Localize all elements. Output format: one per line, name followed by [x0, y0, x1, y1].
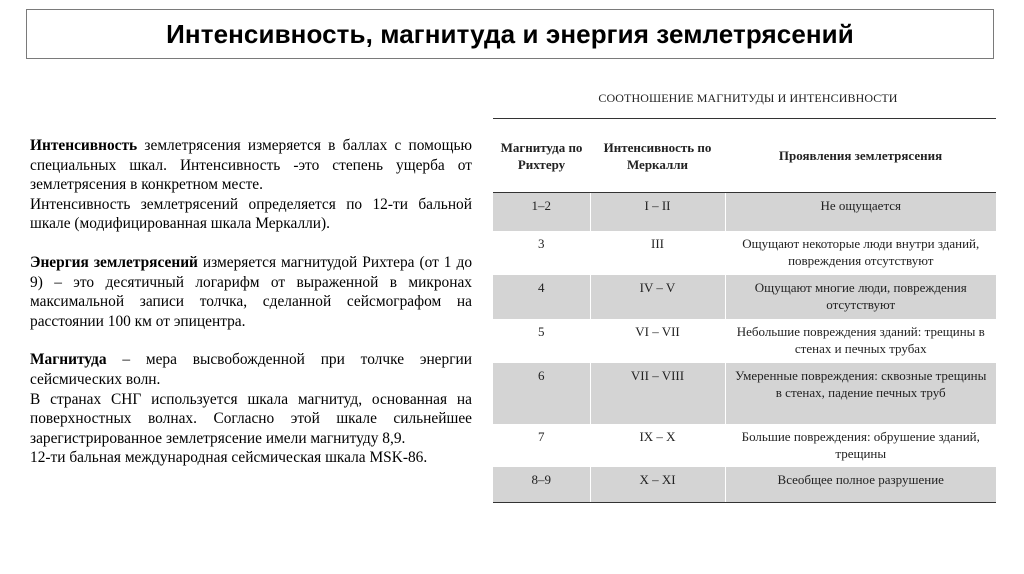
cell-intensity: IV – V — [590, 275, 725, 319]
cell-magnitude: 5 — [538, 323, 545, 339]
cell-magnitude: 1–2 — [493, 193, 590, 231]
table-row — [493, 424, 996, 467]
paragraph-intensity-scale: Интенсивность землетрясений определяется по 12-ти бальной шкале (модифицированная шкала Меркалли). — [30, 195, 472, 233]
table-row — [493, 319, 996, 363]
cell-intensity: VI – VII — [590, 319, 725, 363]
paragraph-energy: Энергия землетрясений измеряется магнитудой Рихтера (от 1 до 9) – это десятичный логарифм от выраженной в микронах максимальной записи толчка, сделанной сейсмографом на расстоянии 100 км от эпицентра. — [30, 253, 473, 330]
paragraph-intensity: Интенсивность землетрясения измеряется в баллах с помощью специальных шкал. Интенсивность -это степень ущерба от землетрясения в конкретном месте. — [30, 137, 472, 194]
description-text — [30, 136, 472, 468]
table-row — [493, 193, 996, 231]
magnitude-intensity-table — [493, 118, 996, 503]
cell-magnitude: 7 — [538, 428, 545, 444]
title-box — [26, 9, 994, 59]
table-row — [493, 363, 996, 424]
cell-intensity: III — [590, 231, 725, 275]
cell-intensity: I – II — [590, 193, 725, 231]
term-magnitude: Магнитуда — [30, 351, 107, 369]
term-intensity: Интенсивность — [30, 137, 138, 154]
cell-effects: Ощущают некоторые люди внутри зданий, повреждения отсутствуют — [725, 231, 996, 275]
table-caption: СООТНОШЕНИЕ МАГНИТУДЫ И ИНТЕНСИВНОСТИ — [598, 91, 898, 105]
cell-magnitude: 8–9 — [493, 467, 590, 503]
cell-effects: Ощущают многие люди, повреждения отсутствуют — [725, 275, 996, 319]
paragraph-cis-scale: В странах СНГ используется шкала магнитуд, основанная на поверхностных волнах. Согласно этой шкале сильнейшее зарегистрированное землетрясение имели магнитуду 8,9. — [30, 390, 472, 447]
term-energy: Энергия землетрясений — [30, 253, 198, 271]
cell-magnitude: 4 — [493, 275, 590, 319]
header-intensity: Интенсивность по Меркалли — [590, 119, 725, 193]
page-title: Интенсивность, магнитуда и энергия землетрясений — [166, 18, 854, 49]
cell-effects: Умеренные повреждения: сквозные трещины в стенах, падение печных труб — [725, 363, 996, 424]
cell-intensity: IX – X — [590, 424, 725, 467]
paragraph-magnitude: Магнитуда – мера высвобожденной при толчке энергии сейсмических волн. — [30, 351, 472, 388]
cell-intensity: VII – VIII — [590, 363, 725, 424]
cell-effects: Всеобщее полное разрушение — [725, 467, 996, 503]
table-row — [493, 275, 996, 319]
cell-effects: Большие повреждения: обрушение зданий, трещины — [725, 424, 996, 467]
cell-effects: Не ощущается — [725, 193, 996, 231]
paragraph-msk: 12-ти бальная международная сейсмическая шкала MSK-86. — [30, 449, 428, 467]
cell-magnitude: 3 — [538, 235, 545, 251]
cell-intensity: X – XI — [590, 467, 725, 503]
cell-magnitude: 6 — [493, 363, 590, 424]
header-magnitude: Магнитуда по Рихтеру — [493, 119, 590, 193]
table-row — [493, 467, 996, 503]
cell-effects: Небольшие повреждения зданий: трещины в стенах и печных трубах — [725, 319, 996, 363]
header-effects: Проявления землетрясения — [725, 119, 996, 193]
table-row — [493, 231, 996, 275]
table-header-row — [493, 119, 996, 193]
